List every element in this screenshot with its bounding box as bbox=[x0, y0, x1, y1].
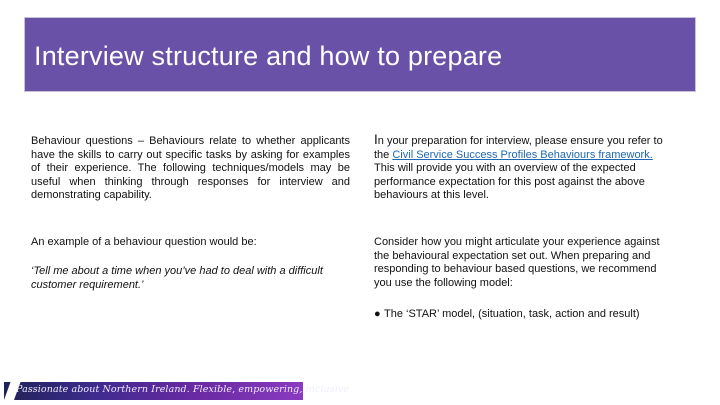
title-banner bbox=[24, 17, 696, 92]
preparation-text-end: This will provide you with an overview of the expected performance expectation for this post against the above behaviours at this level. bbox=[374, 162, 645, 201]
behaviour-intro-text: Behaviour questions – Behaviours relate to whether applicants have the skills to carry out specific tasks by asking for examples of their experience. The following techniques/models may be useful when thinking through responses for interview and demonstrating capability. bbox=[31, 135, 350, 201]
example-intro-text: An example of a behaviour question would be: bbox=[31, 236, 257, 248]
success-profiles-link[interactable]: Civil Service Success Profiles Behaviours framework. bbox=[392, 148, 653, 161]
preparation-paragraph bbox=[374, 133, 674, 203]
footer-brand-banner bbox=[4, 382, 350, 400]
preparation-first-letter: I bbox=[374, 132, 378, 147]
articulate-paragraph: Consider how you might articulate your experience against the behavioural expectation set out. When preparing and responding to behaviour based questions, we recommend you use the following model: bbox=[374, 236, 660, 289]
star-model-item bbox=[374, 308, 674, 322]
example-question-text: ‘Tell me about a time when you’ve had to deal with a difficult customer requirement.’ bbox=[31, 265, 323, 291]
preparation-text-start: n your preparation for interview, please ensure you refer to the bbox=[374, 135, 663, 161]
page-title: Interview structure and how to prepare bbox=[34, 41, 503, 71]
star-model-text: The ‘STAR’ model, (situation, task, action and result) bbox=[384, 308, 640, 320]
footer-slogan: Passionate about Northern Ireland. Flexible, empowering, inclusive bbox=[16, 384, 350, 395]
bullet-icon: ● bbox=[374, 308, 381, 320]
